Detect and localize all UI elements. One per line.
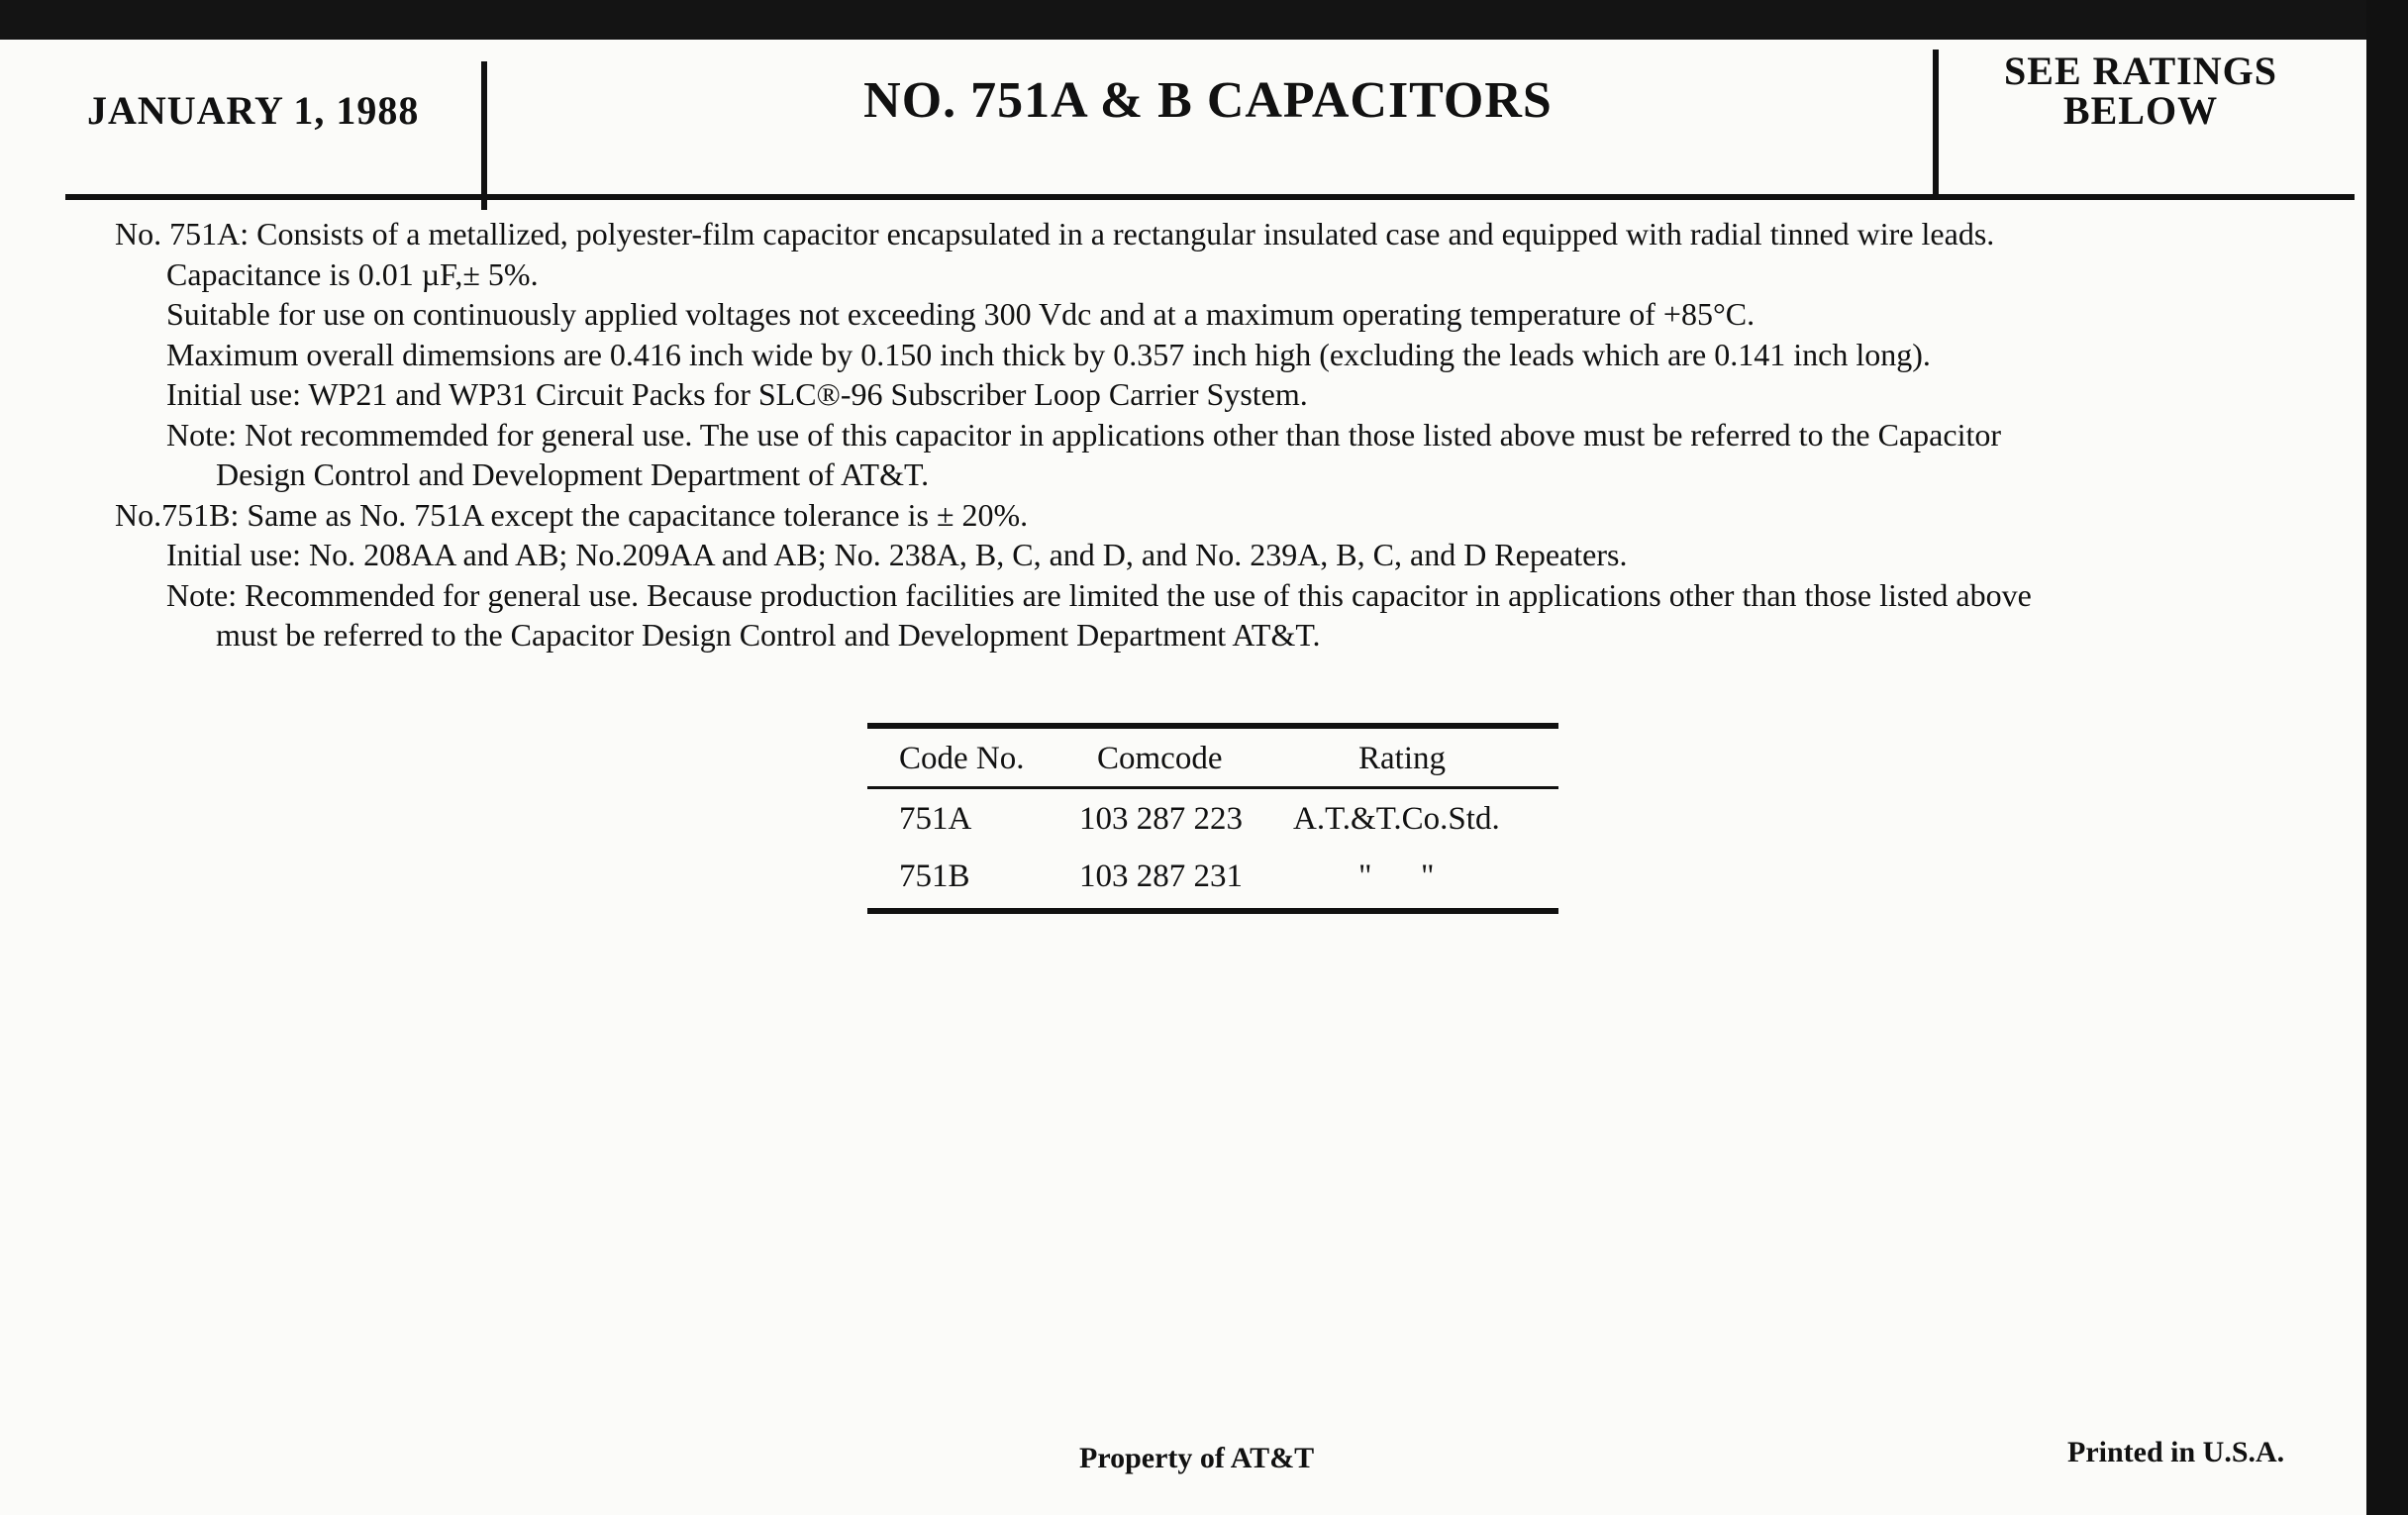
- paragraph-initial-use-751b: Initial use: No. 208AA and AB; No.209AA and AB; No. 238A, B, C, and D, and No. 239A, B, C, and D Repeaters.: [166, 537, 1628, 572]
- header-rule: [65, 194, 2355, 200]
- table-bottom-rule: [867, 908, 1558, 914]
- cell-code: 751A: [899, 801, 972, 837]
- paragraph-751b-intro: No.751B: Same as No. 751A except the capacitance tolerance is ± 20%.: [115, 496, 1029, 533]
- column-header-code: Code No.: [899, 741, 1025, 776]
- paragraph-dimensions: Maximum overall dimemsions are 0.416 inch wide by 0.150 inch thick by 0.357 inch high (excluding the leads which are 0.141 inch long).: [166, 336, 1931, 372]
- cell-rating: " ": [1358, 858, 1435, 894]
- footer-property: Property of AT&T: [1079, 1442, 1315, 1474]
- paragraph-capacitance: Capacitance is 0.01 µF,± 5%.: [166, 255, 539, 292]
- cell-rating: A.T.&T.Co.Std.: [1293, 801, 1500, 837]
- cell-comcode: 103 287 231: [1079, 858, 1243, 894]
- footer-printed: Printed in U.S.A.: [2067, 1436, 2285, 1468]
- paragraph-note-751a: Note: Not recommemded for general use. The use of this capacitor in applications other than those listed above must be referred to the Capacitor: [166, 416, 2002, 453]
- table-row: [867, 847, 1558, 904]
- ratings-table: [867, 723, 1558, 914]
- paragraph-751a-intro: No. 751A: Consists of a metallized, polyester-film capacitor encapsulated in a rectangular insulated case and equipped with radial tinned wire leads.: [115, 216, 1995, 252]
- paragraph-initial-use-751a: Initial use: WP21 and WP31 Circuit Packs for SLC®-96 Subscriber Loop Carrier System.: [166, 376, 1308, 412]
- cell-comcode: 103 287 223: [1079, 801, 1243, 837]
- table-header-row: [867, 729, 1558, 786]
- paragraph-note-751b-cont: must be referred to the Capacitor Design Control and Development Department AT&T.: [216, 617, 1321, 653]
- paragraph-voltage: Suitable for use on continuously applied voltages not exceeding 300 Vdc and at a maximum operating temperature of +85°C.: [166, 296, 1756, 332]
- scan-border-top: [0, 0, 2408, 40]
- header-date: JANUARY 1, 1988: [87, 88, 420, 133]
- header-ratings-line1: SEE RATINGS: [2004, 49, 2277, 93]
- description-body: [115, 214, 2313, 656]
- document-title: NO. 751A & B CAPACITORS: [863, 72, 1553, 129]
- column-header-comcode: Comcode: [1097, 741, 1223, 776]
- paragraph-note-751b: Note: Recommended for general use. Because production facilities are limited the use of this capacitor in applications other than those listed above: [166, 576, 2032, 613]
- table-row: [867, 789, 1558, 847]
- cell-code: 751B: [899, 858, 970, 894]
- header-divider-right: [1933, 50, 1939, 198]
- scan-border-right: [2366, 0, 2408, 1515]
- header-ratings-line2: BELOW: [2062, 88, 2219, 133]
- column-header-rating: Rating: [1358, 741, 1446, 776]
- paragraph-note-751a-cont: Design Control and Development Department of AT&T.: [216, 456, 930, 492]
- header-ratings-note: [1943, 51, 2339, 131]
